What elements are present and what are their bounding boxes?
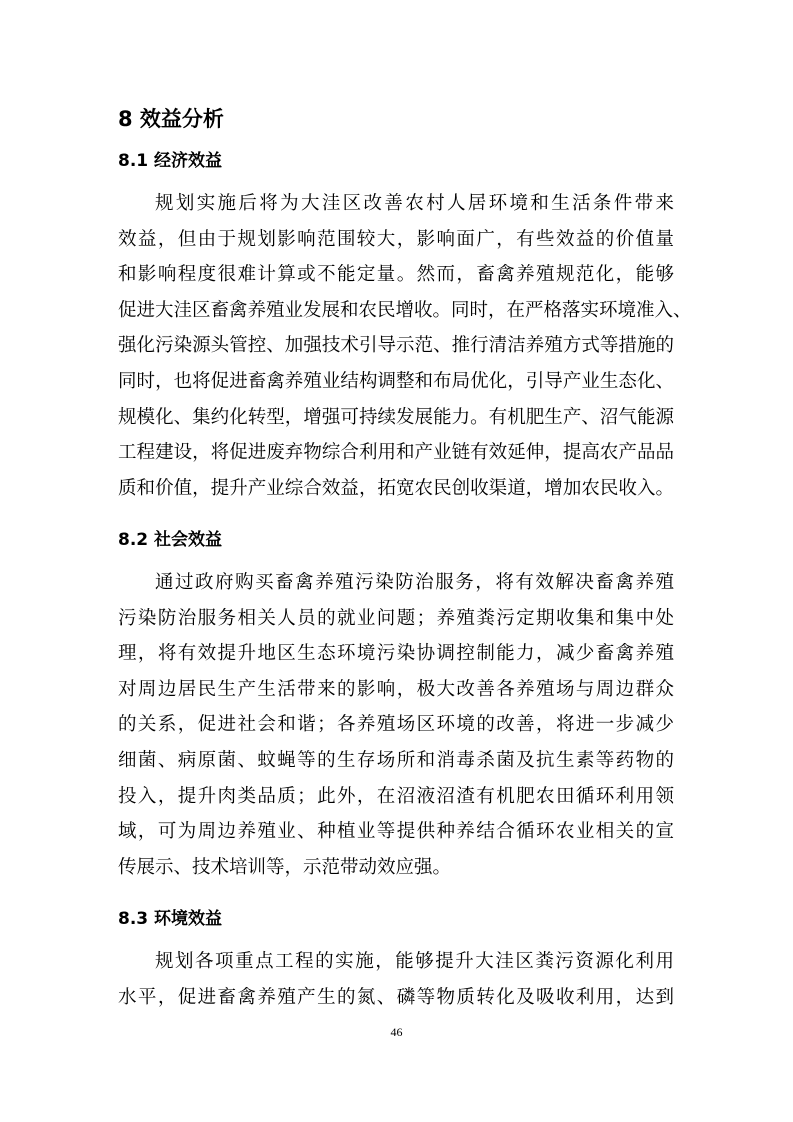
text-line: 域，可为周边养殖业、种植业等提供种养结合循环农业相关的宣 [118,821,674,843]
text-line: 水平，促进畜禽养殖产生的氮、磷等物质转化及吸收利用，达到 [118,986,674,1008]
text-line: 规划各项重点工程的实施，能够提升大洼区粪污资源化利用 [155,951,674,972]
section-paragraph-economic [118,186,692,506]
text-line: 规划实施后将为大洼区改善农村人居环境和生活条件带来 [155,193,674,214]
text-line: 传展示、技术培训等，示范带动效应强。 [118,856,452,878]
section-heading-social: 8.2 社会效益 [118,530,223,550]
text-line: 的关系，促进社会和谐；各养殖场区环境的改善，将进一步减少 [118,714,674,736]
text-line: 通过政府购买畜禽养殖污染防治服务，将有效解决畜禽养殖 [155,572,674,593]
section-paragraph-environmental [118,944,674,1015]
section-paragraph-social [118,565,674,885]
text-line: 工程建设，将促进废弃物综合利用和产业链有效延伸，提高农产品品 [118,442,674,464]
text-line: 规模化、集约化转型，增强可持续发展能力。有机肥生产、沼气能源 [118,406,674,428]
text-line: 强化污染源头管控、加强技术引导示范、推行清洁养殖方式等措施的 [118,335,674,357]
chapter-title: 8 效益分析 [118,107,224,131]
text-line: 效益，但由于规划影响范围较大，影响面广，有些效益的价值量 [118,228,674,250]
section-heading-economic: 8.1 经济效益 [118,151,223,171]
text-line: 对周边居民生产生活带来的影响，极大改善各养殖场与周边群众 [118,678,674,700]
text-line: 和影响程度很难计算或不能定量。然而，畜禽养殖规范化，能够 [118,264,674,286]
text-line: 同时，也将促进畜禽养殖业结构调整和布局优化，引导产业生态化、 [118,370,674,392]
text-line: 投入，提升肉类品质；此外，在沼液沼渣有机肥农田循环利用领 [118,785,674,807]
text-line: 促进大洼区畜禽养殖业发展和农民增收。同时，在严格落实环境准入、 [118,299,692,321]
text-line: 细菌、病原菌、蚊蝇等的生存场所和消毒杀菌及抗生素等药物的 [118,749,674,771]
text-line: 理，将有效提升地区生态环境污染协调控制能力，减少畜禽养殖 [118,643,674,665]
page-number: 46 [390,1025,403,1039]
section-heading-environmental: 8.3 环境效益 [118,909,223,929]
text-line: 质和价值，提升产业综合效益，拓宽农民创收渠道，增加农民收入。 [118,477,674,499]
text-line: 污染防治服务相关人员的就业问题；养殖粪污定期收集和集中处 [118,607,674,629]
